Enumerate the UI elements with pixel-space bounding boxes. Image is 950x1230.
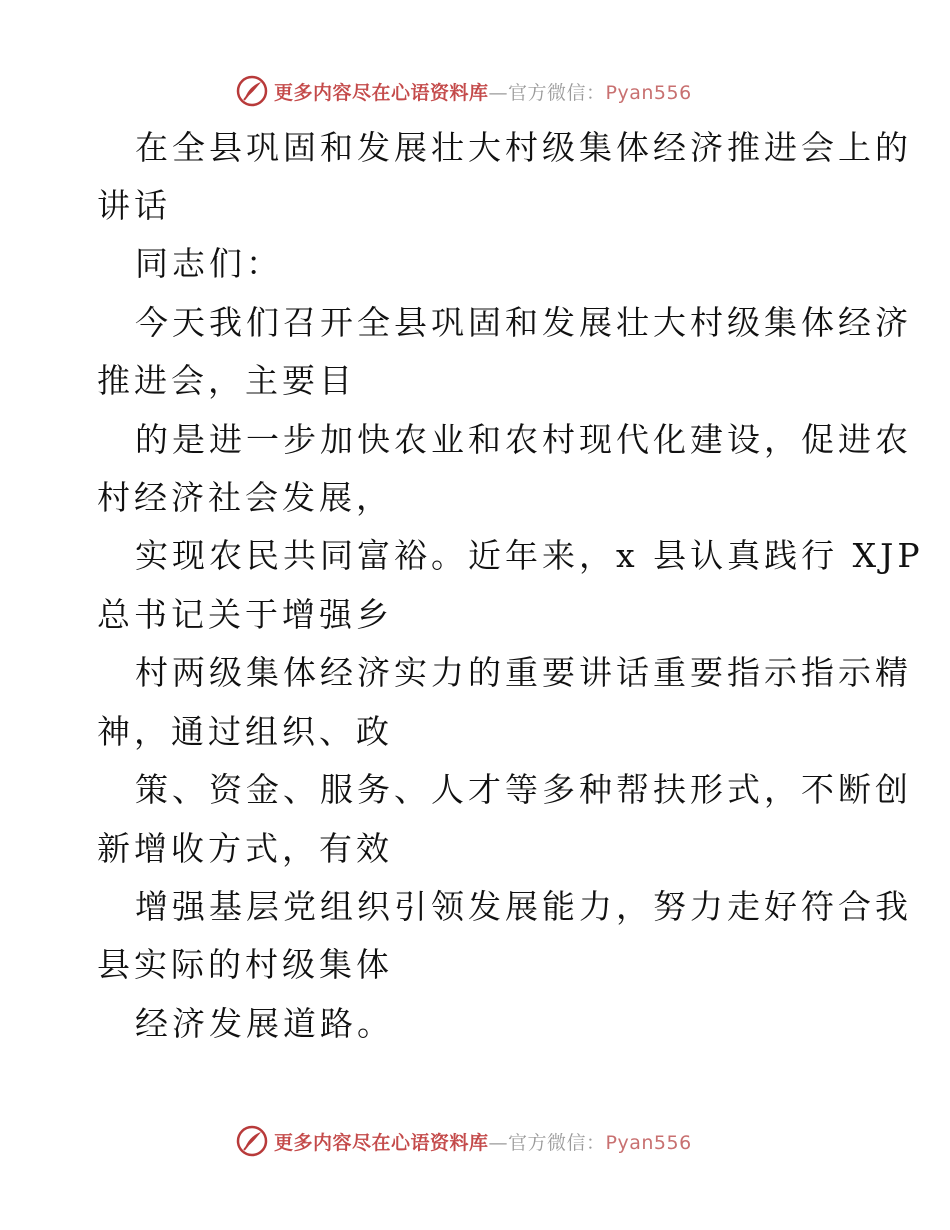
watermark-official: 官方微信： bbox=[508, 81, 606, 104]
paragraph-line: 的是进一步加快农业和农村现代化建设，促进农 bbox=[135, 420, 912, 459]
header-watermark bbox=[236, 74, 692, 108]
paragraph-line: 实现农民共同富裕。近年来，x 县认真践行 XJP bbox=[135, 536, 924, 575]
watermark-brand: 更多内容尽在心语资料库 bbox=[274, 81, 489, 104]
paragraph-line: 今天我们召开全县巩固和发展壮大村级集体经济 bbox=[135, 303, 912, 342]
watermark-dash: — bbox=[488, 1131, 509, 1154]
paragraph-line: 村两级集体经济实力的重要讲话重要指示指示精 bbox=[135, 653, 912, 692]
paragraph-line: 神，通过组织、政 bbox=[97, 712, 393, 751]
quill-logo-icon bbox=[236, 75, 268, 107]
watermark-wechat-id: Pyan556 bbox=[605, 81, 692, 104]
title-line-2: 讲话 bbox=[97, 186, 171, 225]
paragraph-line: 村经济社会发展， bbox=[97, 478, 393, 517]
paragraph-line: 推进会，主要目 bbox=[97, 361, 356, 400]
watermark-brand: 更多内容尽在心语资料库 bbox=[274, 1131, 489, 1154]
paragraph-line: 增强基层党组织引领发展能力，努力走好符合我 bbox=[135, 887, 912, 926]
salutation: 同志们： bbox=[135, 244, 283, 283]
paragraph-line: 总书记关于增强乡 bbox=[97, 595, 393, 634]
watermark-text bbox=[274, 1128, 692, 1155]
watermark-official: 官方微信： bbox=[508, 1131, 606, 1154]
watermark-wechat-id: Pyan556 bbox=[605, 1131, 692, 1154]
paragraph-line: 县实际的村级集体 bbox=[97, 945, 393, 984]
watermark-text bbox=[274, 78, 692, 105]
footer-watermark bbox=[236, 1124, 692, 1158]
paragraph-line: 新增收方式，有效 bbox=[97, 829, 393, 868]
quill-logo-icon bbox=[236, 1125, 268, 1157]
paragraph-line: 策、资金、服务、人才等多种帮扶形式，不断创 bbox=[135, 770, 912, 809]
paragraph-line: 经济发展道路。 bbox=[135, 1004, 394, 1043]
watermark-dash: — bbox=[488, 81, 509, 104]
title-line-1: 在全县巩固和发展壮大村级集体经济推进会上的 bbox=[135, 128, 912, 167]
